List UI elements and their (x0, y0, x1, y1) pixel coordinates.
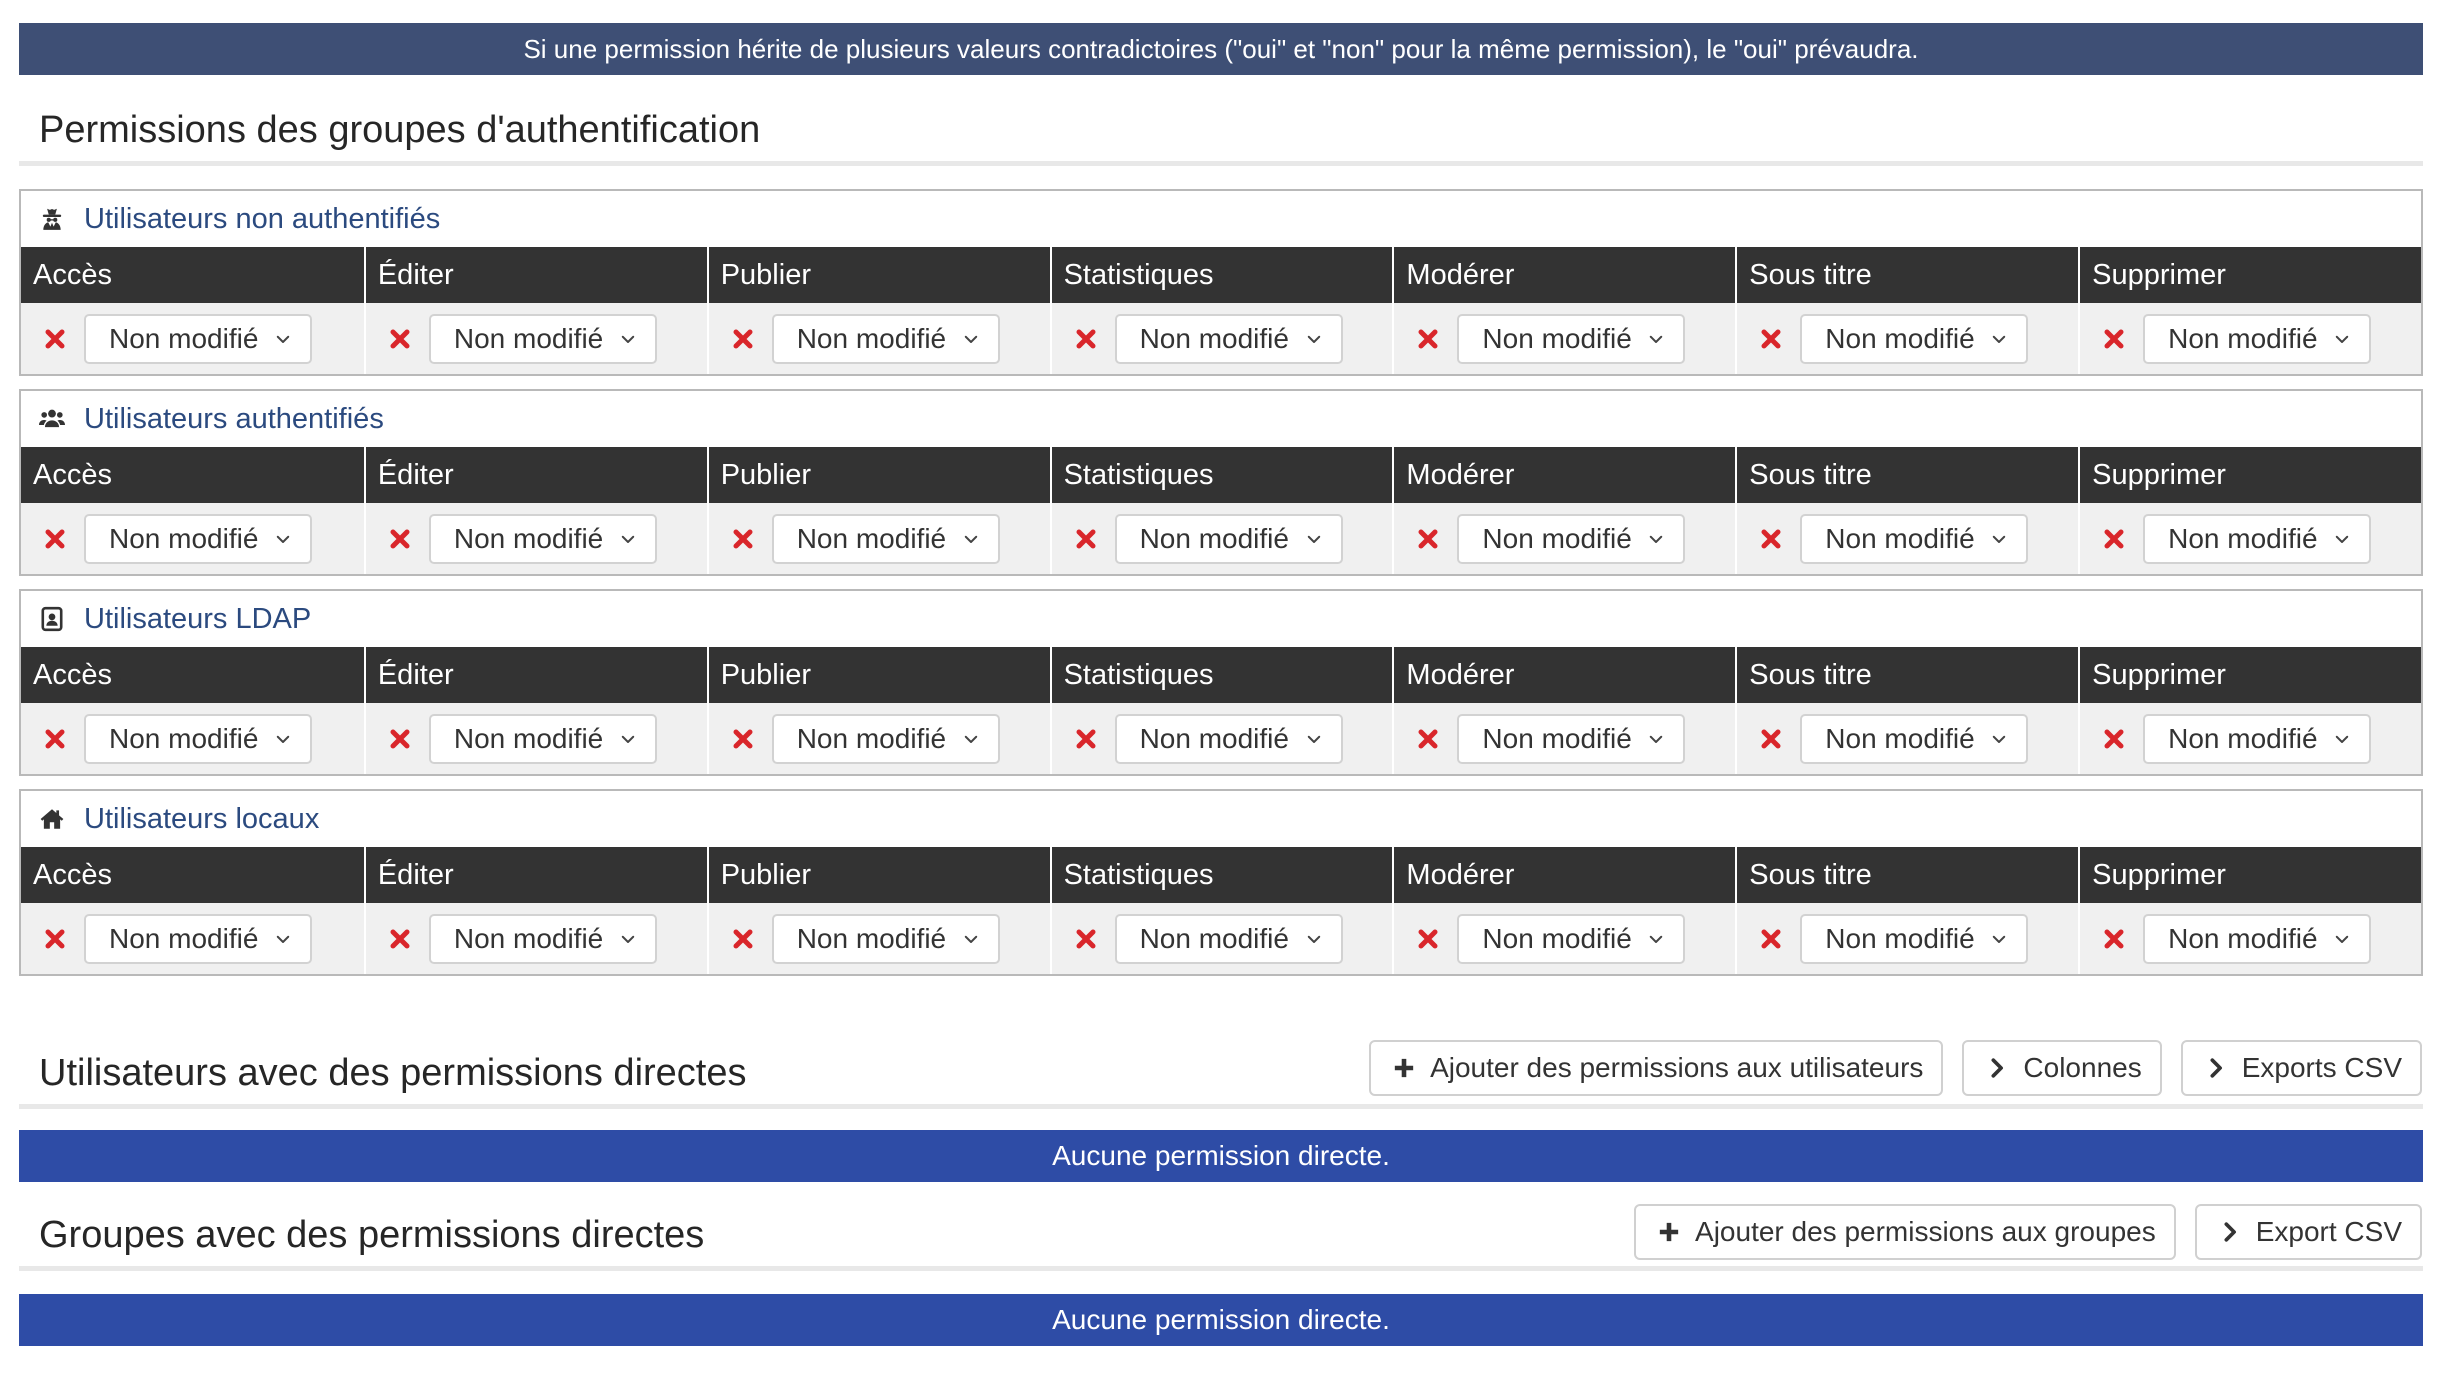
cross-icon (1074, 327, 1098, 351)
group-name-link[interactable]: Utilisateurs LDAP (84, 602, 312, 635)
export-csv-button[interactable] (2195, 1204, 2422, 1260)
cross-icon (43, 527, 67, 551)
permission-select-value: Non modifié (1482, 722, 1632, 754)
permission-cell (1392, 703, 1735, 774)
permission-cell (707, 903, 1050, 974)
panel-header (21, 591, 2421, 647)
cross-icon (1074, 527, 1098, 551)
permission-cell (21, 503, 364, 574)
permission-select-value: Non modifié (796, 322, 947, 354)
column-header: Accès (33, 659, 112, 691)
column-header: Supprimer (2078, 447, 2421, 503)
column-header: Modérer (1392, 647, 1735, 703)
cross-icon (388, 527, 412, 551)
permission-cell (1392, 903, 1735, 974)
chevron-down-icon (2333, 930, 2351, 948)
chevron-down-icon (962, 530, 980, 548)
permission-select-value: Non modifié (1139, 322, 1289, 354)
permission-cell (1735, 303, 2078, 374)
cross-icon (1416, 327, 1440, 351)
permission-cell (364, 303, 707, 374)
columns-button[interactable] (1962, 1040, 2161, 1096)
users-icon (39, 406, 65, 432)
permission-select-value: Non modifié (1482, 522, 1632, 554)
permission-select-value: Non modifié (796, 522, 947, 554)
column-header: Statistiques (1050, 647, 1393, 703)
column-header: Accès (33, 459, 112, 491)
cross-icon (388, 327, 412, 351)
permission-select[interactable] (1800, 514, 2028, 564)
auth-group-panel (19, 589, 2423, 776)
column-header: Modérer (1392, 247, 1735, 303)
cross-icon (1416, 927, 1440, 951)
permission-select[interactable] (1457, 714, 1685, 764)
column-header: Éditer (364, 847, 707, 903)
permission-select-value: Non modifié (1482, 922, 1632, 954)
auth-group-panel (19, 389, 2423, 576)
permission-select-value: Non modifié (2168, 722, 2318, 754)
cross-icon (388, 927, 412, 951)
chevron-down-icon (1990, 730, 2008, 748)
chevron-down-icon (274, 930, 292, 948)
permission-row (21, 503, 2421, 574)
cross-icon (2102, 527, 2126, 551)
permission-cell (707, 303, 1050, 374)
chevron-down-icon (1647, 930, 1665, 948)
permission-select-value: Non modifié (796, 722, 947, 754)
cross-icon (731, 727, 755, 751)
permission-cell (707, 503, 1050, 574)
chevron-down-icon (962, 330, 980, 348)
chevron-down-icon (274, 530, 292, 548)
permission-cell (1050, 903, 1393, 974)
group-name-link[interactable]: Utilisateurs authentifiés (84, 402, 384, 435)
chevron-down-icon (1990, 930, 2008, 948)
permission-select[interactable] (1800, 714, 2028, 764)
cross-icon (43, 927, 67, 951)
chevron-right-icon (2219, 1221, 2241, 1243)
cross-icon (731, 927, 755, 951)
chevron-down-icon (1305, 330, 1323, 348)
permission-select[interactable] (1115, 714, 1343, 764)
chevron-down-icon (962, 730, 980, 748)
permission-cell (2078, 903, 2421, 974)
section-divider (19, 161, 2423, 166)
section-divider (19, 1266, 2423, 1271)
permission-cell (364, 503, 707, 574)
permission-select-value: Non modifié (2168, 322, 2318, 354)
column-header: Accès (33, 259, 112, 291)
button-label: Ajouter des permissions aux groupes (1695, 1216, 2156, 1247)
permission-select-value: Non modifié (1139, 522, 1289, 554)
permission-select-value: Non modifié (796, 922, 947, 954)
panel-header (21, 191, 2421, 247)
user-secret-icon (39, 206, 65, 232)
chevron-down-icon (962, 930, 980, 948)
cross-icon (1759, 327, 1783, 351)
chevron-down-icon (1305, 530, 1323, 548)
permission-cell (1735, 903, 2078, 974)
chevron-down-icon (619, 730, 637, 748)
permission-cell (364, 903, 707, 974)
permission-select[interactable] (1115, 314, 1343, 364)
permission-cell (2078, 703, 2421, 774)
permission-select[interactable] (2143, 314, 2371, 364)
permission-header-row (21, 247, 2421, 303)
permission-select[interactable] (84, 914, 312, 964)
cross-icon (43, 727, 67, 751)
permission-select[interactable] (772, 314, 1000, 364)
button-label: Export CSV (2255, 1216, 2402, 1247)
column-header: Sous titre (1735, 847, 2078, 903)
permission-select[interactable] (429, 914, 657, 964)
column-header: Statistiques (1050, 247, 1393, 303)
permission-select[interactable] (1800, 314, 2028, 364)
permission-select-value: Non modifié (109, 522, 259, 554)
permission-select[interactable] (84, 714, 312, 764)
permission-select[interactable] (429, 714, 657, 764)
permission-select-value: Non modifié (109, 322, 259, 354)
button-label: Colonnes (2023, 1052, 2142, 1083)
permission-select[interactable] (1115, 914, 1343, 964)
auth-groups-title: Permissions des groupes d'authentification (39, 109, 761, 151)
cross-icon (1416, 527, 1440, 551)
column-header: Éditer (364, 247, 707, 303)
no-group-permissions-notice: Aucune permission directe. (19, 1294, 2423, 1346)
column-header: Statistiques (1050, 847, 1393, 903)
cross-icon (1074, 727, 1098, 751)
panel-header (21, 391, 2421, 447)
chevron-down-icon (1647, 330, 1665, 348)
permission-select[interactable] (772, 714, 1000, 764)
permission-select-value: Non modifié (109, 722, 259, 754)
chevron-right-icon (2205, 1057, 2227, 1079)
column-header: Éditer (364, 647, 707, 703)
auth-group-panel (19, 789, 2423, 976)
permission-select-value: Non modifié (1825, 522, 1975, 554)
plus-icon (1393, 1057, 1415, 1079)
permission-select[interactable] (84, 514, 312, 564)
permission-select-value: Non modifié (1825, 922, 1975, 954)
column-header: Accès (33, 859, 112, 891)
permission-cell (21, 303, 364, 374)
chevron-down-icon (2333, 530, 2351, 548)
permission-select-value: Non modifié (2168, 522, 2318, 554)
permission-select-value: Non modifié (1482, 322, 1632, 354)
permission-select[interactable] (772, 514, 1000, 564)
chevron-down-icon (619, 930, 637, 948)
column-header: Publier (707, 447, 1050, 503)
permission-select-value: Non modifié (2168, 922, 2318, 954)
permission-select[interactable] (1457, 914, 1685, 964)
chevron-down-icon (1647, 730, 1665, 748)
permission-header-row (21, 447, 2421, 503)
cross-icon (1759, 727, 1783, 751)
permission-select[interactable] (1457, 514, 1685, 564)
permission-select[interactable] (2143, 914, 2371, 964)
cross-icon (2102, 927, 2126, 951)
column-header: Supprimer (2078, 247, 2421, 303)
permission-select-value: Non modifié (1825, 322, 1975, 354)
export-csv-button[interactable] (2181, 1040, 2422, 1096)
permission-select-value: Non modifié (109, 922, 259, 954)
permission-select[interactable] (2143, 714, 2371, 764)
cross-icon (731, 327, 755, 351)
group-name-link[interactable]: Utilisateurs locaux (84, 802, 320, 835)
permission-cell (1050, 703, 1393, 774)
permission-cell (1735, 703, 2078, 774)
home-icon (39, 806, 65, 832)
permission-select[interactable] (1115, 514, 1343, 564)
permission-cell (1050, 303, 1393, 374)
auth-group-panel (19, 189, 2423, 376)
permission-select[interactable] (1457, 314, 1685, 364)
user-permissions-title: Utilisateurs avec des permissions directes (39, 1052, 747, 1094)
permission-row (21, 303, 2421, 374)
chevron-down-icon (274, 330, 292, 348)
chevron-down-icon (619, 530, 637, 548)
permission-cell (2078, 503, 2421, 574)
column-header: Statistiques (1050, 447, 1393, 503)
group-permissions-toolbar (1634, 1204, 2422, 1260)
cross-icon (1074, 927, 1098, 951)
inheritance-info-banner: Si une permission hérite de plusieurs valeurs contradictoires ("oui" et "non" pour la même permission), le "oui" prévaudra. (19, 23, 2423, 75)
column-header: Éditer (364, 447, 707, 503)
button-label: Ajouter des permissions aux utilisateurs (1430, 1052, 1924, 1083)
column-header: Sous titre (1735, 447, 2078, 503)
cross-icon (388, 727, 412, 751)
permission-cell (1392, 303, 1735, 374)
chevron-down-icon (1990, 330, 2008, 348)
permission-header-row (21, 847, 2421, 903)
permission-select-value: Non modifié (453, 922, 604, 954)
permission-select-value: Non modifié (1139, 922, 1289, 954)
permission-select[interactable] (84, 314, 312, 364)
column-header: Modérer (1392, 847, 1735, 903)
permission-select-value: Non modifié (1139, 722, 1289, 754)
group-permissions-title: Groupes avec des permissions directes (39, 1214, 705, 1256)
permission-select[interactable] (429, 314, 657, 364)
plus-icon (1658, 1221, 1680, 1243)
button-label: Exports CSV (2241, 1052, 2402, 1083)
section-divider (19, 1104, 2423, 1109)
chevron-down-icon (2333, 730, 2351, 748)
column-header: Supprimer (2078, 847, 2421, 903)
chevron-down-icon (2333, 330, 2351, 348)
permission-select-value: Non modifié (1825, 722, 1975, 754)
column-header: Publier (707, 647, 1050, 703)
chevron-down-icon (1990, 530, 2008, 548)
permission-cell (1735, 503, 2078, 574)
cross-icon (1759, 927, 1783, 951)
permission-cell (364, 703, 707, 774)
chevron-down-icon (1305, 730, 1323, 748)
permission-row (21, 903, 2421, 974)
permission-cell (1050, 503, 1393, 574)
auth-group-panels (19, 189, 2423, 976)
user-permissions-toolbar (1369, 1040, 2422, 1096)
no-user-permissions-notice: Aucune permission directe. (19, 1130, 2423, 1182)
column-header: Modérer (1392, 447, 1735, 503)
cross-icon (43, 327, 67, 351)
chevron-down-icon (1305, 930, 1323, 948)
id-badge-icon (39, 606, 65, 632)
column-header: Sous titre (1735, 647, 2078, 703)
column-header: Supprimer (2078, 647, 2421, 703)
column-header: Publier (707, 247, 1050, 303)
permission-select[interactable] (429, 514, 657, 564)
permission-cell (707, 703, 1050, 774)
permission-select-value: Non modifié (453, 322, 604, 354)
add-user-permissions-button[interactable] (1369, 1040, 1943, 1096)
cross-icon (2102, 327, 2126, 351)
panel-header (21, 791, 2421, 847)
column-header: Publier (707, 847, 1050, 903)
permission-row (21, 703, 2421, 774)
group-name-link[interactable]: Utilisateurs non authentifiés (84, 202, 441, 235)
permission-cell (1392, 503, 1735, 574)
cross-icon (1759, 527, 1783, 551)
cross-icon (1416, 727, 1440, 751)
cross-icon (731, 527, 755, 551)
permission-select[interactable] (2143, 514, 2371, 564)
permission-select[interactable] (772, 914, 1000, 964)
permission-select[interactable] (1800, 914, 2028, 964)
add-group-permissions-button[interactable] (1634, 1204, 2176, 1260)
permission-select-value: Non modifié (453, 522, 604, 554)
permission-header-row (21, 647, 2421, 703)
chevron-down-icon (619, 330, 637, 348)
column-header: Sous titre (1735, 247, 2078, 303)
permission-cell (21, 903, 364, 974)
permission-cell (21, 703, 364, 774)
chevron-down-icon (274, 730, 292, 748)
cross-icon (2102, 727, 2126, 751)
permission-cell (2078, 303, 2421, 374)
chevron-down-icon (1647, 530, 1665, 548)
permission-select-value: Non modifié (453, 722, 604, 754)
chevron-right-icon (1986, 1057, 2008, 1079)
